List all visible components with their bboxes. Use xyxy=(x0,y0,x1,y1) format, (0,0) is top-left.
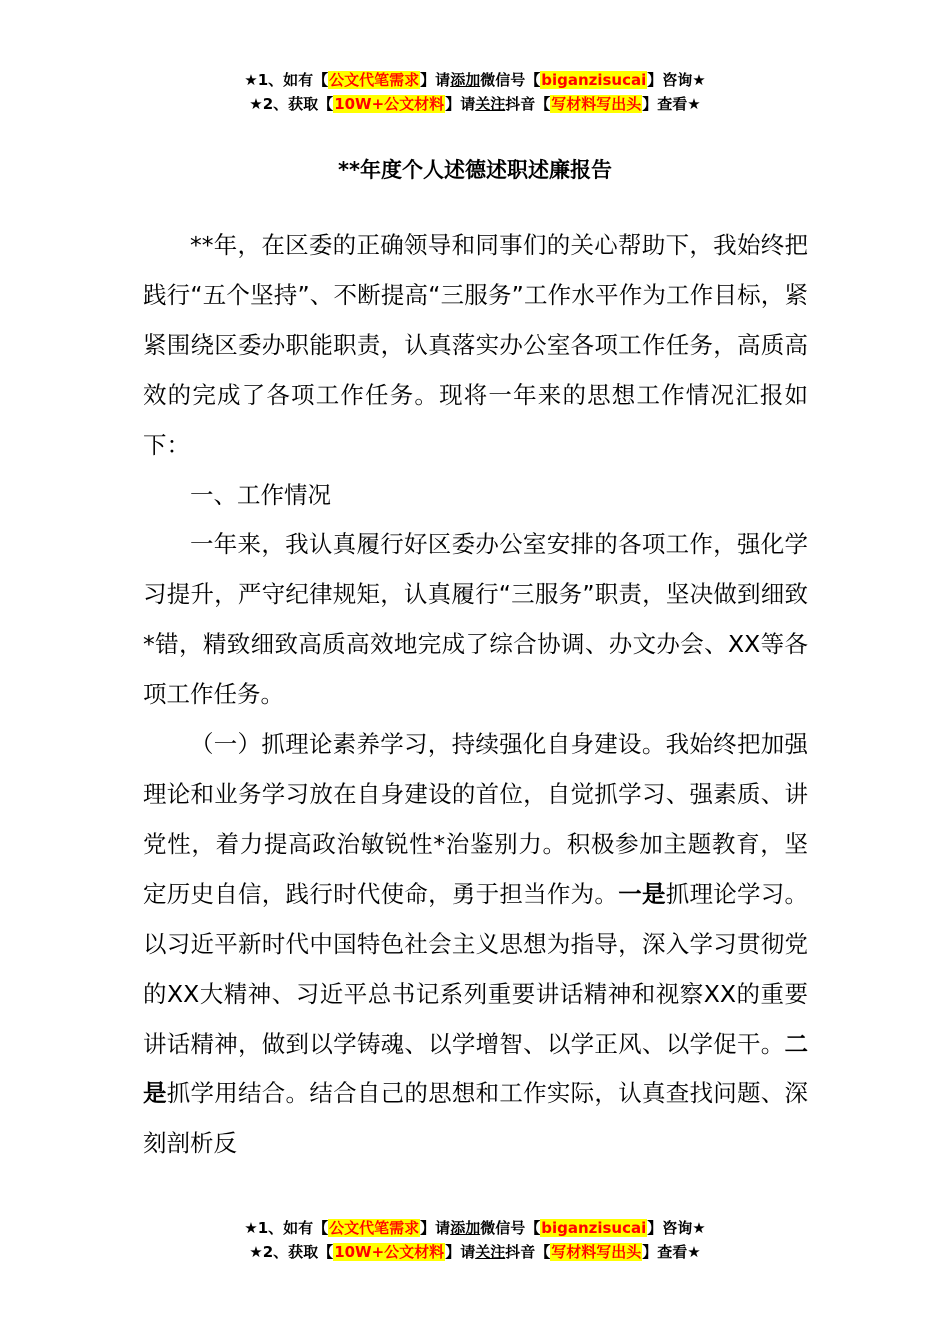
banner-line-2: ★2、获取【10W+公文材料】请关注抖音【写材料写出头】查看★ xyxy=(249,1243,701,1261)
wechat-id: biganzisucai xyxy=(541,71,647,89)
paragraph-intro: **年，在区委的正确领导和同事们的关心帮助下，我始终把践行“五个坚持”、不断提高“三服务”工作水平作为工作目标，紧紧围绕区委办职能职责，认真落实办公室各项工作任务，高质高效的完成了各项工作任务。现将一年来的思想工作情况汇报如下： xyxy=(143,231,808,459)
point-label: 二是 xyxy=(143,1029,808,1108)
douyin-account: 写材料写出头 xyxy=(551,95,642,113)
banner-line-1: ★1、如有【公文代笔需求】请添加微信号【biganzisucai】咨询★ xyxy=(244,71,706,89)
highlight-text: 10W+公文材料 xyxy=(334,95,445,113)
highlight-text: 公文代笔需求 xyxy=(329,71,420,89)
document-title: **年度个人述德述职述廉报告 xyxy=(338,158,612,182)
document-body xyxy=(143,221,808,1169)
point-label: 一是 xyxy=(618,879,666,908)
douyin-account: 写材料写出头 xyxy=(551,1243,642,1261)
highlight-text: 10W+公文材料 xyxy=(334,1243,445,1261)
header-banner xyxy=(0,68,950,116)
paragraph-section1: 一年来，我认真履行好区委办公室安排的各项工作，强化学习提升，严守纪律规矩，认真履行“三服务”职责，坚决做到细致*错，精致细致高质高效地完成了综合协调、办文办会、XX等各项工作任务。 xyxy=(143,530,808,709)
banner-line-2: ★2、获取【10W+公文材料】请关注抖音【写材料写出头】查看★ xyxy=(249,95,701,113)
footer-banner xyxy=(0,1216,950,1264)
banner-line-1: ★1、如有【公文代笔需求】请添加微信号【biganzisucai】咨询★ xyxy=(244,1219,706,1237)
section-heading: 一、工作情况 xyxy=(190,480,331,509)
paragraph-subsection1: （一）抓理论素养学习，持续强化自身建设。我始终把加强理论和业务学习放在自身建设的首位，自觉抓学习、强素质、讲党性，着力提高政治敏锐性*治鉴别力。积极参加主题教育，坚定历史自信，践行时代使命，勇于担当作为。一是抓理论学习。以习近平新时代中国特色社会主义思想为指导，深入学习贯彻党的XX大精神、习近平总书记系列重要讲话精神和视察XX的重要讲话精神，做到以学铸魂、以学增智、以学正风、以学促干。二是抓学用结合。结合自己的思想和工作实际，认真查找问题、深刻剖析反 xyxy=(143,730,809,1158)
highlight-text: 公文代笔需求 xyxy=(329,1219,420,1237)
wechat-id: biganzisucai xyxy=(541,1219,647,1237)
